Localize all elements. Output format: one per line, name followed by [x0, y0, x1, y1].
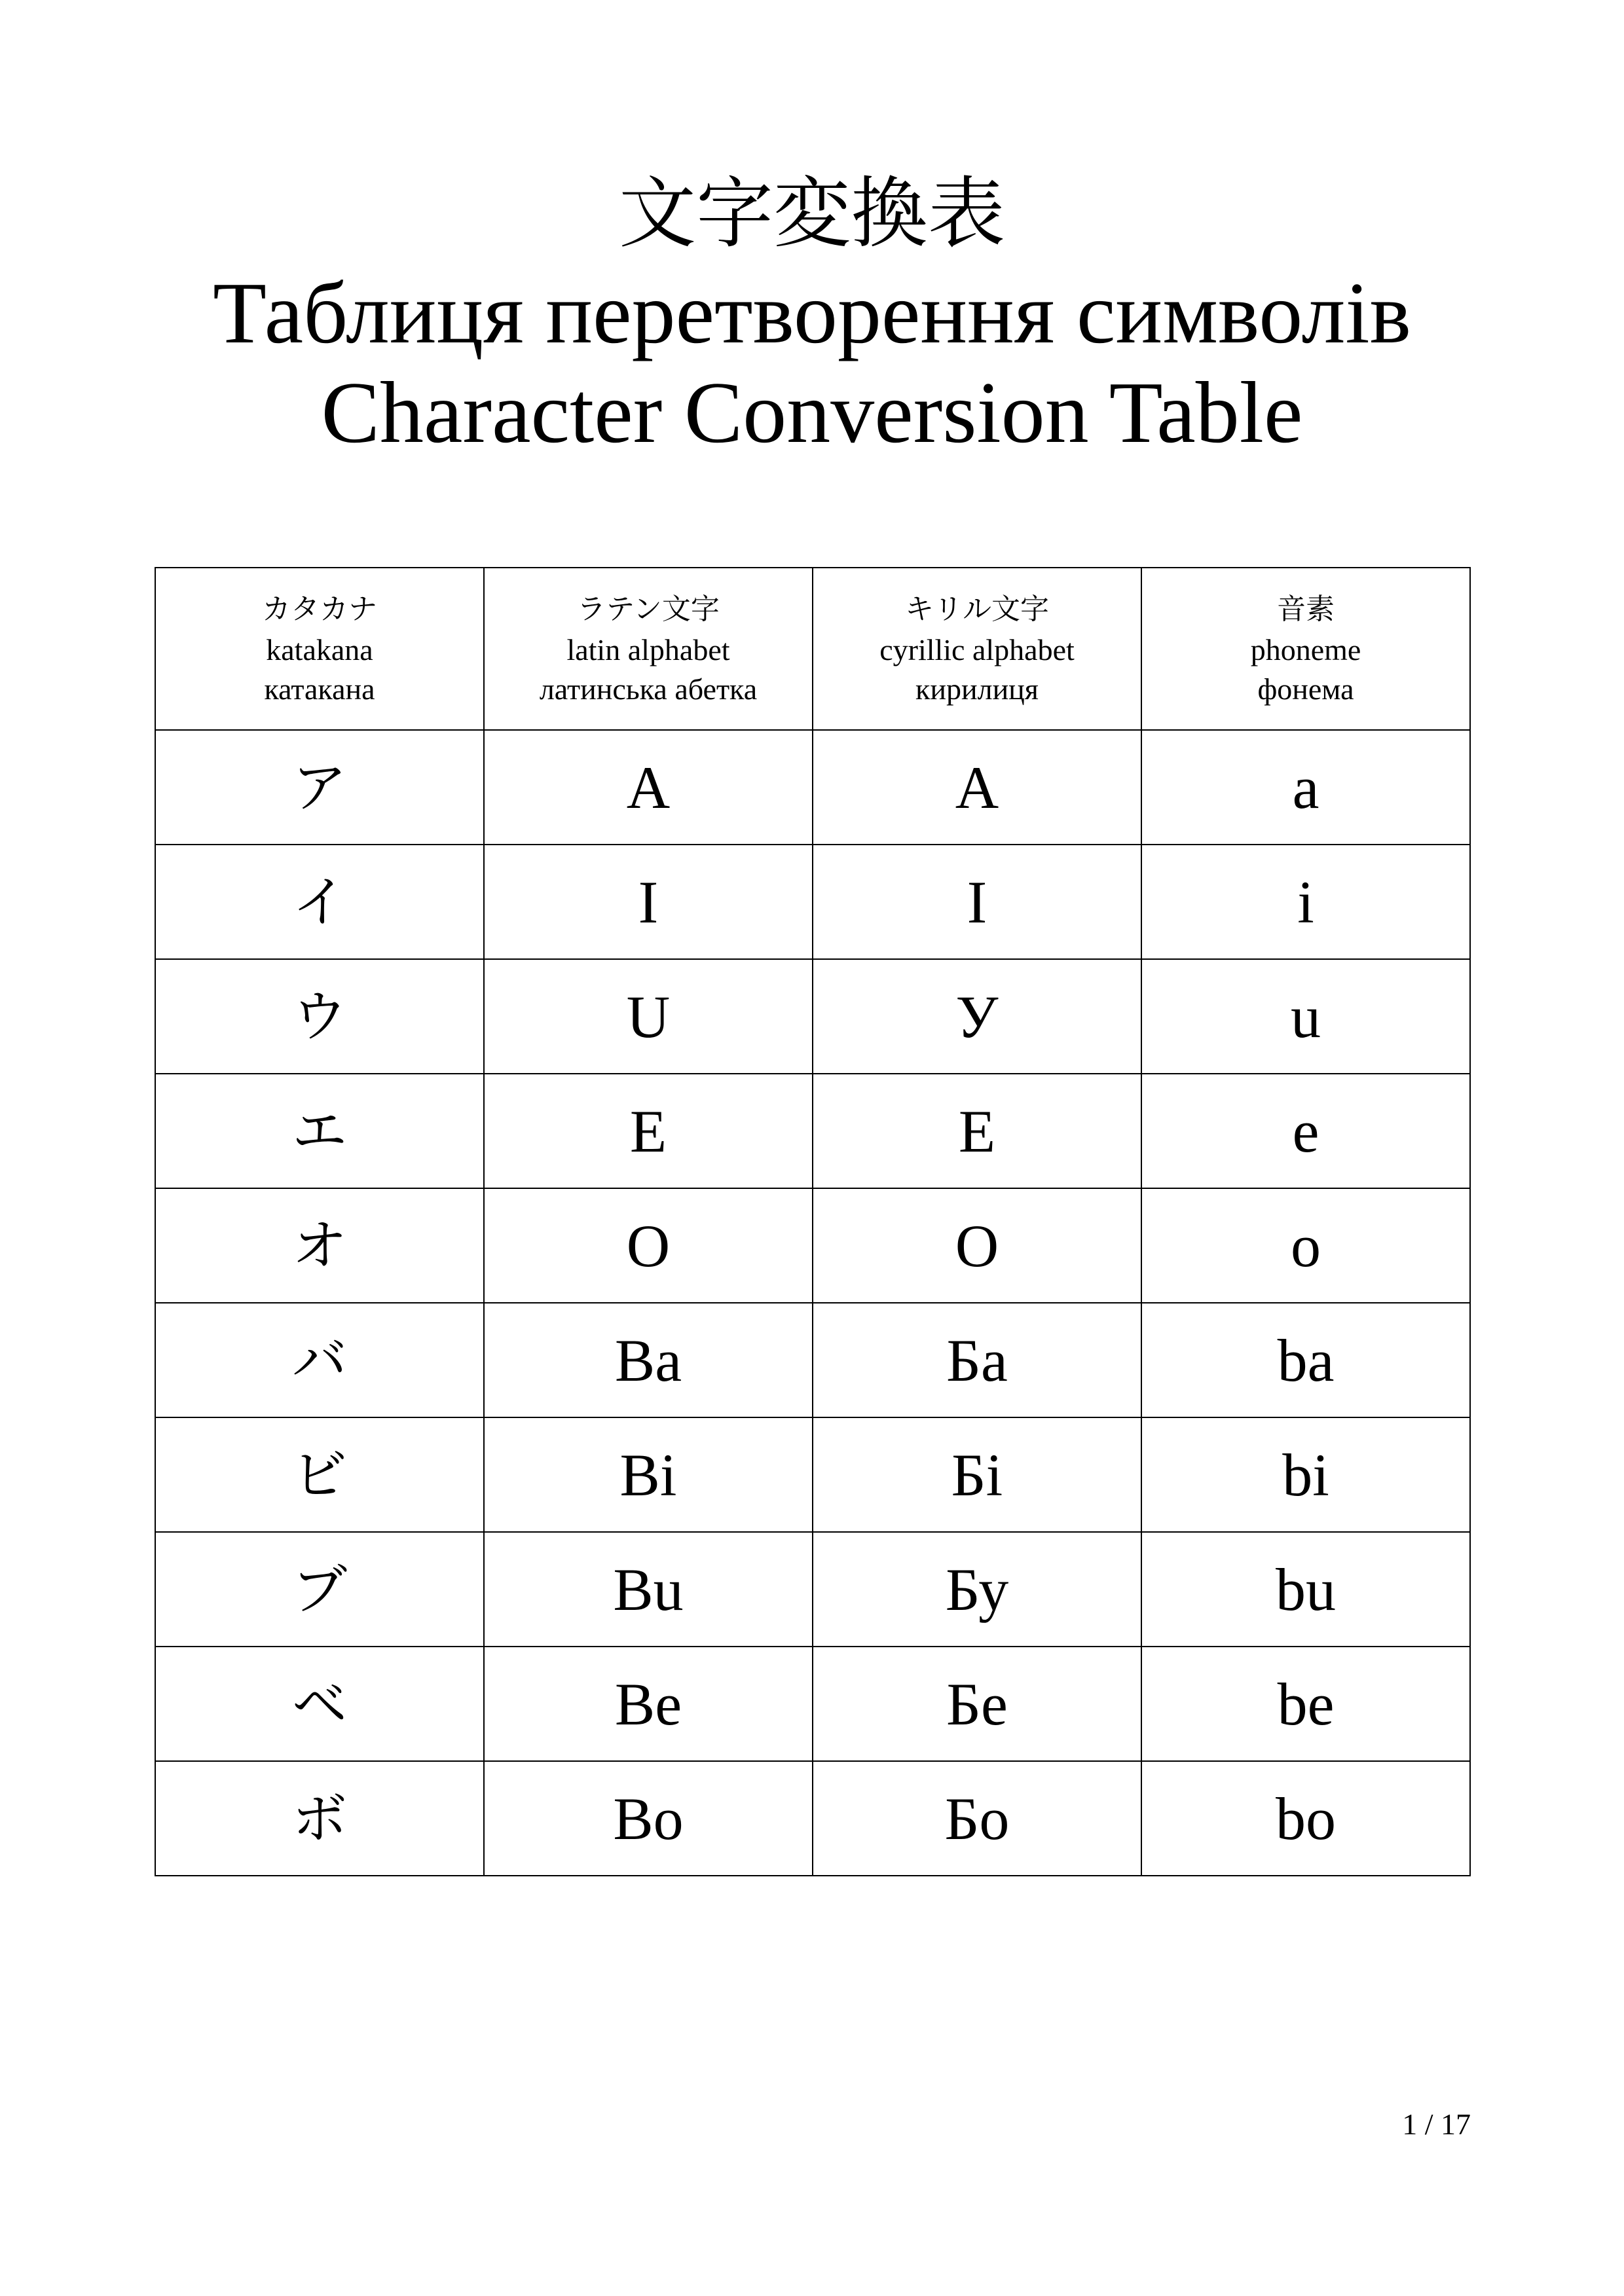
- cell-latin: Be: [484, 1647, 813, 1761]
- cell-latin: Bi: [484, 1417, 813, 1532]
- cell-phoneme: u: [1141, 959, 1470, 1074]
- conversion-table: [155, 567, 1471, 1876]
- title-japanese: 文字変換表: [618, 168, 1005, 259]
- cell-latin: Ba: [484, 1303, 813, 1417]
- cell-phoneme: bi: [1141, 1417, 1470, 1532]
- header-label-jp: 音素: [1277, 592, 1335, 626]
- header-cyrillic: [813, 568, 1141, 730]
- header-katakana: [155, 568, 484, 730]
- cell-latin: O: [484, 1188, 813, 1303]
- cell-cyrillic: Ба: [813, 1303, 1141, 1417]
- cell-phoneme: a: [1141, 730, 1470, 845]
- cell-cyrillic: Е: [813, 1074, 1141, 1188]
- cell-phoneme: bu: [1141, 1532, 1470, 1647]
- table-row: [155, 730, 1470, 845]
- cell-katakana: ビ: [155, 1417, 484, 1532]
- cell-cyrillic: Бе: [813, 1647, 1141, 1761]
- cell-katakana: ボ: [155, 1761, 484, 1876]
- header-label-jp: キリル文字: [905, 592, 1049, 626]
- cell-katakana: ア: [155, 730, 484, 845]
- cell-latin: E: [484, 1074, 813, 1188]
- header-label-uk: кирилиця: [915, 672, 1039, 706]
- cell-katakana: ブ: [155, 1532, 484, 1647]
- cell-phoneme: be: [1141, 1647, 1470, 1761]
- page-number: 1 / 17: [1402, 2107, 1471, 2141]
- table-row: [155, 1417, 1470, 1532]
- table-row: [155, 1532, 1470, 1647]
- table-row: [155, 1647, 1470, 1761]
- header-label-uk: латинська абетка: [539, 672, 758, 706]
- table-row: [155, 1303, 1470, 1417]
- table-row: [155, 1761, 1470, 1876]
- cell-phoneme: ba: [1141, 1303, 1470, 1417]
- cell-latin: A: [484, 730, 813, 845]
- cell-cyrillic: Бо: [813, 1761, 1141, 1876]
- title-english: Character Conversion Table: [321, 364, 1303, 461]
- table-row: [155, 1074, 1470, 1188]
- header-label-en: latin alphabet: [566, 633, 730, 666]
- cell-cyrillic: У: [813, 959, 1141, 1074]
- cell-phoneme: bo: [1141, 1761, 1470, 1876]
- header-label-en: katakana: [266, 633, 373, 666]
- header-label-jp: ラテン文字: [577, 592, 720, 626]
- cell-phoneme: o: [1141, 1188, 1470, 1303]
- cell-cyrillic: Бі: [813, 1417, 1141, 1532]
- header-label-uk: фонема: [1257, 672, 1354, 706]
- cell-latin: I: [484, 845, 813, 959]
- table-row: [155, 959, 1470, 1074]
- cell-latin: Bu: [484, 1532, 813, 1647]
- cell-phoneme: e: [1141, 1074, 1470, 1188]
- table-header-row: [155, 568, 1470, 730]
- cell-latin: U: [484, 959, 813, 1074]
- cell-katakana: ウ: [155, 959, 484, 1074]
- cell-latin: Bo: [484, 1761, 813, 1876]
- title-ukrainian: Таблиця перетворення символів: [213, 264, 1411, 361]
- header-label-en: cyrillic alphabet: [879, 633, 1075, 666]
- page-title: [0, 164, 1624, 462]
- table-row: [155, 1188, 1470, 1303]
- header-label-jp: カタカナ: [262, 592, 377, 626]
- cell-katakana: ベ: [155, 1647, 484, 1761]
- cell-cyrillic: О: [813, 1188, 1141, 1303]
- cell-phoneme: i: [1141, 845, 1470, 959]
- header-latin: [484, 568, 813, 730]
- cell-katakana: オ: [155, 1188, 484, 1303]
- header-phoneme: [1141, 568, 1470, 730]
- header-label-uk: катакана: [264, 672, 375, 706]
- cell-cyrillic: Бу: [813, 1532, 1141, 1647]
- cell-cyrillic: І: [813, 845, 1141, 959]
- cell-cyrillic: А: [813, 730, 1141, 845]
- cell-katakana: イ: [155, 845, 484, 959]
- cell-katakana: エ: [155, 1074, 484, 1188]
- header-label-en: phoneme: [1250, 633, 1361, 666]
- cell-katakana: バ: [155, 1303, 484, 1417]
- table-row: [155, 845, 1470, 959]
